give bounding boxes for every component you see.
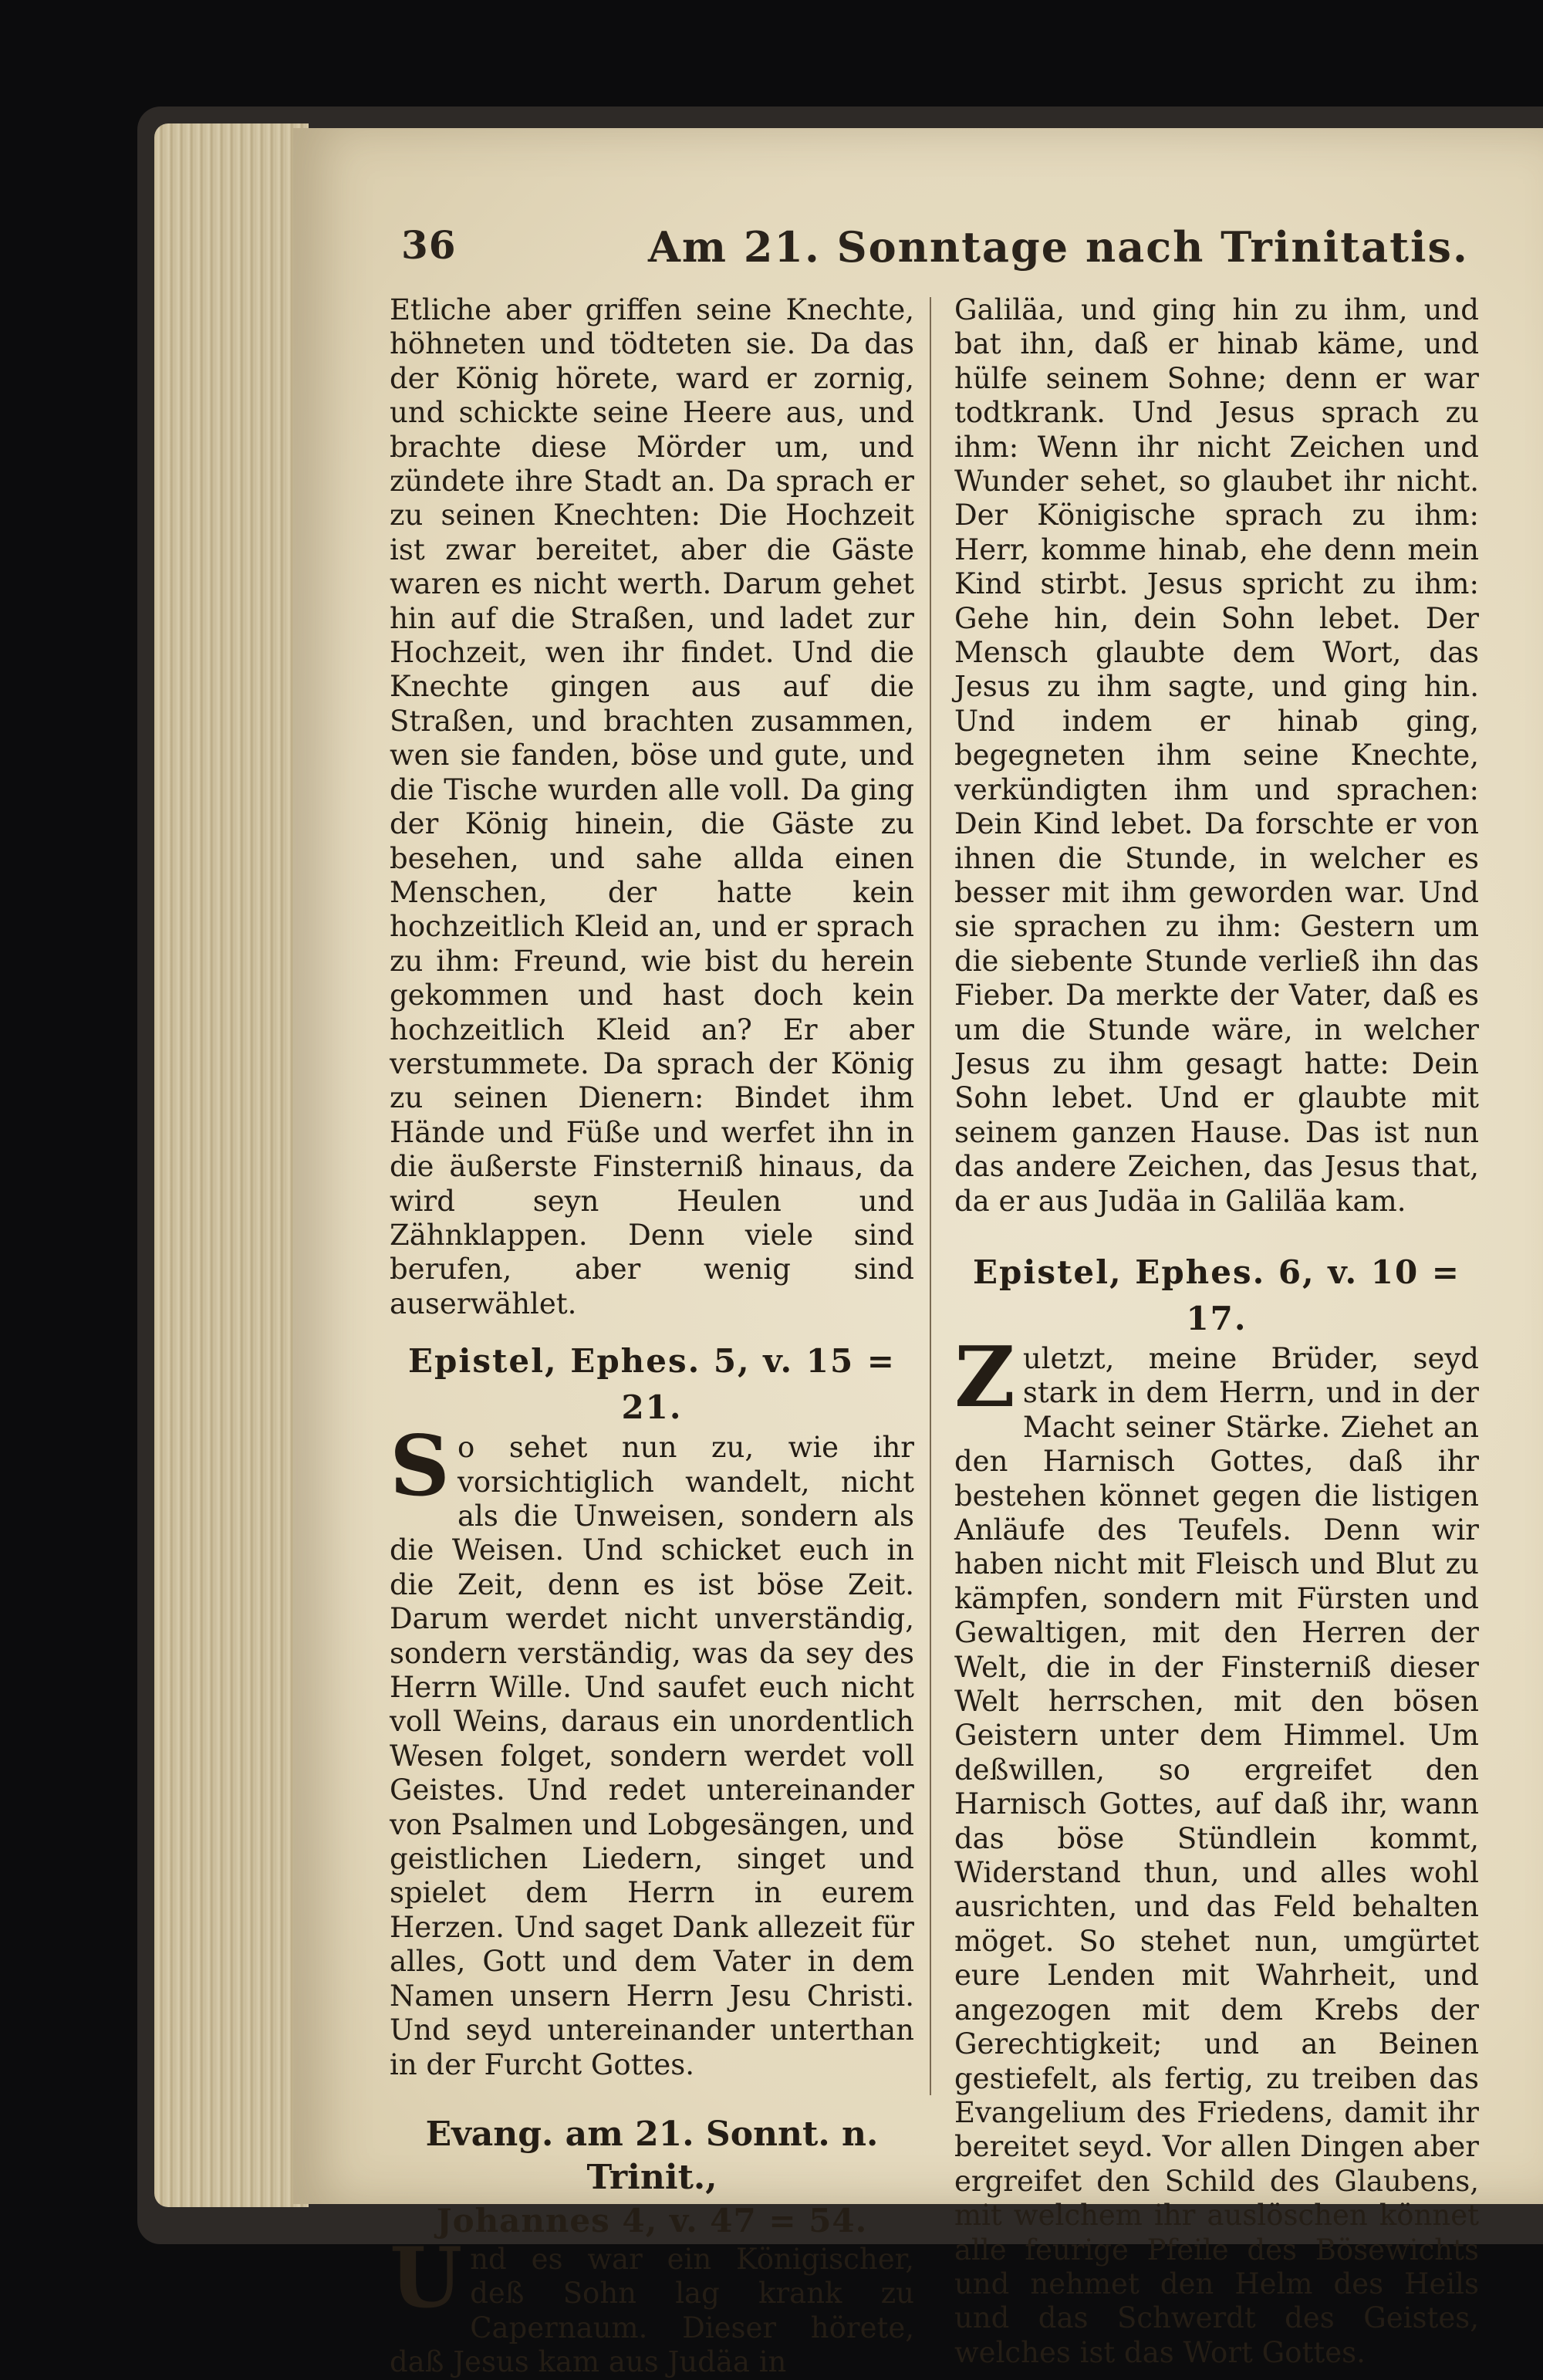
gospel-subheading: Johannes 4, v. 47 = 54. [436, 2201, 868, 2240]
drop-cap: S [390, 1418, 450, 1516]
epistle-heading: Epistel, Ephes. 6, v. 10 = 17. [973, 1253, 1460, 1337]
running-title: Am 21. Sonntage nach Trinitatis. [648, 222, 1469, 272]
right-column [954, 293, 1479, 2370]
gospel-continued-text: Galiläa, und ging hin zu ihm, und bat ihn, daß er hinab käme, und hülfe seinem Sohne; denn er war todtkrank. Und Jesus sprach zu ihm: Wenn ihr nicht Zeichen und Wunder sehet, so glaubet ihr nicht. Der Königische sprach zu ihm: Herr, komme hinab, ehe denn mein Kind stirbt. Jesus spricht zu ihm: Gehe hin, dein Sohn lebet. Der Mensch glaubte dem Wort, das Jesus zu ihm sagte, und ging hin. Und indem er hinab ging, begegneten ihm seine Knechte, verkündigten ihm und sprachen: Dein Kind lebet. Da forschte er von ihnen die Stunde, in welcher es besser mit ihm geworden war. Und sie sprachen zu ihm: Gestern um die siebente Stunde verließ ihn das Fieber. Da merkte der Vater, daß es um die Stunde wäre, in welcher Jesus zu ihm gesagt hatte: Dein Sohn lebet. Und er glaubte mit seinem ganzen Hause. Das ist nun das andere Zeichen, das Jesus that, da er aus Judäa in Galiläa kam. [954, 293, 1479, 1218]
gospel-text: nd es war ein Königischer, deß Sohn lag krank zu Capernaum. Dieser hörete, daß Jesus kam aus Judäa in [390, 2242, 914, 2379]
drop-cap: U [390, 2229, 463, 2327]
column-divider [930, 297, 931, 2095]
epistle-paragraph [390, 1418, 914, 2082]
epistle-text: o sehet nun zu, wie ihr vorsichtiglich wandelt, nicht als die Unweisen, sondern als die Weisen. Und schicket euch in die Zeit, denn es ist böse Zeit. Darum werdet nicht unverständig, sondern verständig, was da sey des Herrn Wille. Und saufet euch nicht voll Weins, daraus ein unordentlich Wesen folget, sondern werdet voll Geistes. Und redet untereinander von Psalmen und Lobgesängen, und geistlichen Liedern, singet und spielet dem Herrn in eurem Herzen. Und saget Dank allezeit für alles, Gott und dem Vater in dem Namen unsern Herrn Jesu Christi. Und seyd untereinander unterthan in der Furcht Gottes. [390, 1431, 914, 2081]
gospel-paragraph [390, 2229, 914, 2380]
gospel-heading: Evang. am 21. Sonnt. n. Trinit., [425, 2114, 879, 2197]
epistle-text: uletzt, meine Brüder, seyd stark in dem Herrn, und in der Macht seiner Stärke. Ziehet an den Harnisch Gottes, daß ihr bestehen könnet gegen die listigen Anläufe des Teufels. Denn wir haben nicht mit Fleisch und Blut zu kämpfen, sondern mit Fürsten und Gewaltigen, mit den Herren der Welt, die in der Finsterniß dieser Welt herrschen, mit den bösen Geistern unter dem Himmel. Um deßwillen, so ergreifet den Harnisch Gottes, auf daß ihr, wann das böse Stündlein kommt, Widerstand thun, und alles wohl ausrichten, und das Feld behalten möget. So stehet nun, umgürtet eure Lenden mit Wahrheit, und angezogen mit dem Krebs der Gerechtigkeit; und an Beinen gestiefelt, als fertig, zu treiben das Evangelium des Friedens, damit ihr bereitet seyd. Vor allen Dingen aber ergreifet den Schild des Glaubens, mit welchem ihr auslöschen könnet alle feurige Pfeile des Bösewichts und nehmet den Helm des Heils und das Schwerdt des Geistes, welches ist das Wort Gottes. [954, 1341, 1479, 2369]
drop-cap: Z [954, 1328, 1015, 1426]
left-column [390, 293, 914, 2380]
epistle-heading: Epistel, Ephes. 5, v. 15 = 21. [408, 1342, 896, 1427]
gospel-end-text: Etliche aber griffen seine Knechte, höhneten und tödteten sie. Da das der König hörete, ward er zornig, und schickte seine Heere aus, und brachte diese Mörder um, und zündete ihre Stadt an. Da sprach er zu seinen Knechten: Die Hochzeit ist zwar bereitet, aber die Gäste waren es nicht werth. Darum gehet hin auf die Straßen, und ladet zur Hochzeit, wen ihr findet. Und die Knechte gingen aus auf die Straßen, und brachten zusammen, wen sie fanden, böse und gute, und die Tische wurden alle voll. Da ging der König hinein, die Gäste zu besehen, und sahe allda einen Menschen, der hatte kein hochzeitlich Kleid an, und er sprach zu ihm: Freund, wie bist du herein gekommen und hast doch kein hochzeitlich Kleid an? Er aber verstummete. Da sprach der König zu seinen Dienern: Bindet ihm Hände und Füße und werfet ihn in die äußerste Finsterniß hinaus, da wird seyn Heulen und Zähnklappen. Denn viele sind berufen, aber wenig sind auserwählet. [390, 293, 914, 1320]
page-header [401, 222, 1543, 276]
page-number: 36 [401, 222, 457, 268]
page-edges [154, 123, 309, 2207]
epistle-paragraph [954, 1328, 1479, 2370]
